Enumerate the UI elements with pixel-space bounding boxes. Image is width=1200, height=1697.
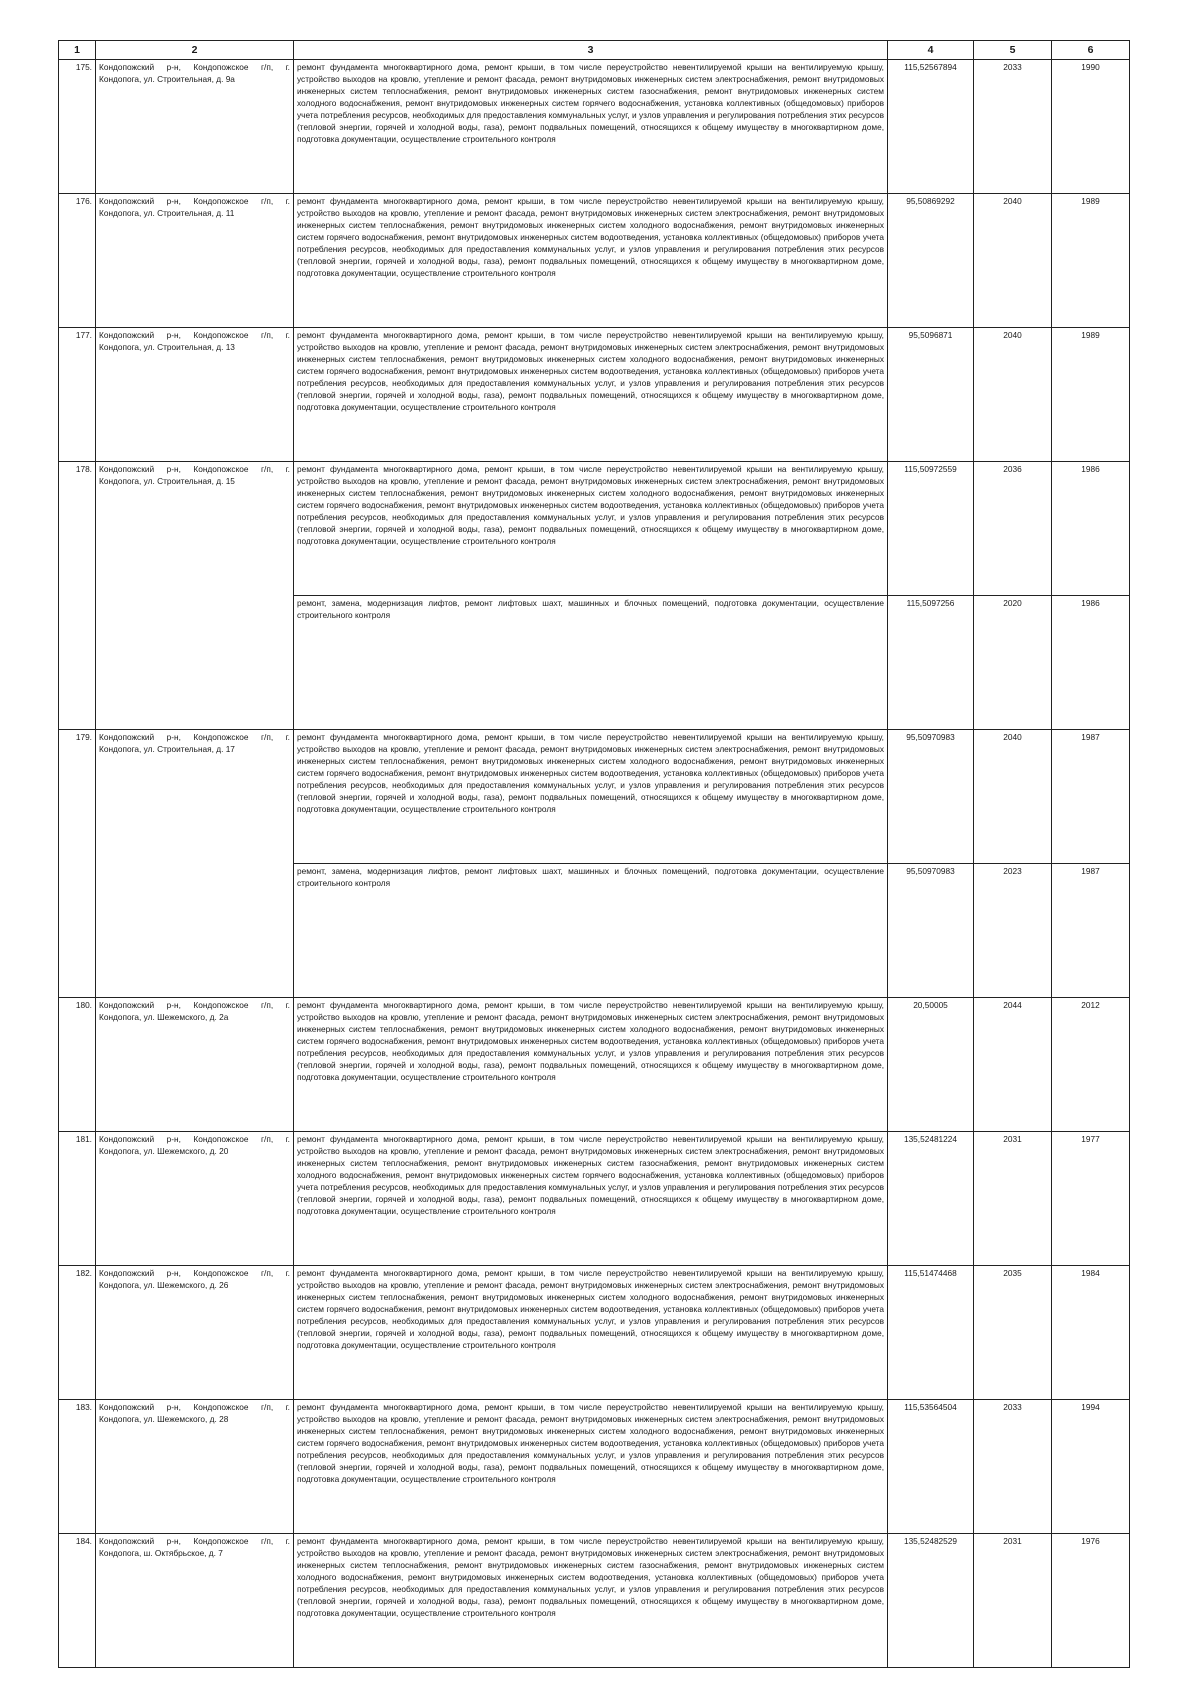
address-cell: Кондопожский р-н, Кондопожское г/п, г. Кондопога, ш. Октябрьское, д. 7 <box>96 1534 294 1668</box>
address-cell: Кондопожский р-н, Кондопожское г/п, г. Кондопога, ул. Шежемского, д. 2а <box>96 998 294 1132</box>
row-number: 175. <box>59 60 96 194</box>
cost-value: 115,53564504 <box>888 1400 974 1534</box>
construction-year: 1986 <box>1052 462 1130 596</box>
cost-value: 95,50869292 <box>888 194 974 328</box>
planned-year: 2031 <box>974 1534 1052 1668</box>
planned-year: 2035 <box>974 1266 1052 1400</box>
table-row <box>59 1266 1130 1400</box>
cost-value: 20,50005 <box>888 998 974 1132</box>
column-header-6: 6 <box>1052 41 1130 60</box>
planned-year: 2033 <box>974 1400 1052 1534</box>
row-number: 180. <box>59 998 96 1132</box>
works-description: ремонт фундамента многоквартирного дома, ремонт крыши, в том числе переустройство невентилируемой крыши на вентилируемую крышу, устройство выходов на кровлю, утепление и ремонт фасада, ремонт внутридомовых инженерных систем электроснабжения, ремонт внутридомовых инженерных систем теплоснабжения, ремонт внутридомовых инженерных систем газоснабжения, ремонт внутридомовых инженерных систем холодного водоснабжения, ремонт внутридомовых инженерных систем горячего водоснабжения, установка коллективных (общедомовых) приборов учета потребления ресурсов, необходимых для предоставления коммунальных услуг, и узлов управления и регулирования потребления этих ресурсов (тепловой энергии, горячей и холодной воды, газа), ремонт подвальных помещений, относящихся к общему имуществу в многоквартирном доме, подготовка документации, осуществление строительного контроля <box>294 1132 888 1266</box>
address-cell: Кондопожский р-н, Кондопожское г/п, г. Кондопога, ул. Шежемского, д. 28 <box>96 1400 294 1534</box>
works-description: ремонт фундамента многоквартирного дома, ремонт крыши, в том числе переустройство невентилируемой крыши на вентилируемую крышу, устройство выходов на кровлю, утепление и ремонт фасада, ремонт внутридомовых инженерных систем электроснабжения, ремонт внутридомовых инженерных систем теплоснабжения, ремонт внутридомовых инженерных систем холодного водоснабжения, ремонт внутридомовых инженерных систем горячего водоснабжения, ремонт внутридомовых инженерных систем водоотведения, установка коллективных (общедомовых) приборов учета потребления ресурсов, необходимых для предоставления коммунальных услуг, и узлов управления и регулирования потребления этих ресурсов (тепловой энергии, горячей и холодной воды, газа), ремонт подвальных помещений, относящихся к общему имуществу в многоквартирном доме, подготовка документации, осуществление строительного контроля <box>294 730 888 864</box>
row-number: 181. <box>59 1132 96 1266</box>
table-row <box>59 1132 1130 1266</box>
construction-year: 1987 <box>1052 730 1130 864</box>
table-row <box>59 1534 1130 1668</box>
planned-year: 2040 <box>974 328 1052 462</box>
works-description: ремонт фундамента многоквартирного дома, ремонт крыши, в том числе переустройство невентилируемой крыши на вентилируемую крышу, устройство выходов на кровлю, утепление и ремонт фасада, ремонт внутридомовых инженерных систем электроснабжения, ремонт внутридомовых инженерных систем теплоснабжения, ремонт внутридомовых инженерных систем газоснабжения, ремонт внутридомовых инженерных систем холодного водоснабжения, ремонт внутридомовых инженерных систем горячего водоснабжения, установка коллективных (общедомовых) приборов учета потребления ресурсов, необходимых для предоставления коммунальных услуг, и узлов управления и регулирования потребления этих ресурсов (тепловой энергии, горячей и холодной воды, газа), ремонт подвальных помещений, относящихся к общему имуществу в многоквартирном доме, подготовка документации, осуществление строительного контроля <box>294 60 888 194</box>
table-row <box>59 1400 1130 1534</box>
table-row <box>59 730 1130 864</box>
address-cell: Кондопожский р-н, Кондопожское г/п, г. Кондопога, ул. Строительная, д. 13 <box>96 328 294 462</box>
works-description: ремонт фундамента многоквартирного дома, ремонт крыши, в том числе переустройство невентилируемой крыши на вентилируемую крышу, устройство выходов на кровлю, утепление и ремонт фасада, ремонт внутридомовых инженерных систем электроснабжения, ремонт внутридомовых инженерных систем теплоснабжения, ремонт внутридомовых инженерных систем холодного водоснабжения, ремонт внутридомовых инженерных систем горячего водоснабжения, ремонт внутридомовых инженерных систем водоотведения, установка коллективных (общедомовых) приборов учета потребления ресурсов, необходимых для предоставления коммунальных услуг, и узлов управления и регулирования потребления этих ресурсов (тепловой энергии, горячей и холодной воды, газа), ремонт подвальных помещений, относящихся к общему имуществу в многоквартирном доме, подготовка документации, осуществление строительного контроля <box>294 462 888 596</box>
cost-value: 95,5096871 <box>888 328 974 462</box>
works-description: ремонт фундамента многоквартирного дома, ремонт крыши, в том числе переустройство невентилируемой крыши на вентилируемую крышу, устройство выходов на кровлю, утепление и ремонт фасада, ремонт внутридомовых инженерных систем электроснабжения, ремонт внутридомовых инженерных систем теплоснабжения, ремонт внутридомовых инженерных систем холодного водоснабжения, ремонт внутридомовых инженерных систем горячего водоснабжения, ремонт внутридомовых инженерных систем водоотведения, установка коллективных (общедомовых) приборов учета потребления ресурсов, необходимых для предоставления коммунальных услуг, и узлов управления и регулирования потребления этих ресурсов (тепловой энергии, горячей и холодной воды, газа), ремонт подвальных помещений, относящихся к общему имуществу в многоквартирном доме, подготовка документации, осуществление строительного контроля <box>294 194 888 328</box>
construction-year: 1987 <box>1052 864 1130 998</box>
works-description: ремонт, замена, модернизация лифтов, ремонт лифтовых шахт, машинных и блочных помещений, подготовка документации, осуществление строительного контроля <box>294 596 888 730</box>
row-number: 184. <box>59 1534 96 1668</box>
planned-year: 2040 <box>974 194 1052 328</box>
column-header-5: 5 <box>974 41 1052 60</box>
construction-year: 1986 <box>1052 596 1130 730</box>
cost-value: 115,52567894 <box>888 60 974 194</box>
planned-year: 2033 <box>974 60 1052 194</box>
column-header-1: 1 <box>59 41 96 60</box>
construction-year: 2012 <box>1052 998 1130 1132</box>
planned-year: 2036 <box>974 462 1052 596</box>
row-number: 177. <box>59 328 96 462</box>
table-row <box>59 194 1130 328</box>
row-number: 178. <box>59 462 96 730</box>
cost-value: 135,52482529 <box>888 1534 974 1668</box>
cost-value: 115,50972559 <box>888 462 974 596</box>
construction-year: 1989 <box>1052 194 1130 328</box>
planned-year: 2023 <box>974 864 1052 998</box>
planned-year: 2020 <box>974 596 1052 730</box>
planned-year: 2040 <box>974 730 1052 864</box>
row-number: 182. <box>59 1266 96 1400</box>
works-description: ремонт, замена, модернизация лифтов, ремонт лифтовых шахт, машинных и блочных помещений, подготовка документации, осуществление строительного контроля <box>294 864 888 998</box>
works-description: ремонт фундамента многоквартирного дома, ремонт крыши, в том числе переустройство невентилируемой крыши на вентилируемую крышу, устройство выходов на кровлю, утепление и ремонт фасада, ремонт внутридомовых инженерных систем электроснабжения, ремонт внутридомовых инженерных систем теплоснабжения, ремонт внутридомовых инженерных систем газоснабжения, ремонт внутридомовых инженерных систем холодного водоснабжения, ремонт внутридомовых инженерных систем водоотведения, установка коллективных (общедомовых) приборов учета потребления ресурсов, необходимых для предоставления коммунальных услуг, и узлов управления и регулирования потребления этих ресурсов (тепловой энергии, горячей и холодной воды, газа), ремонт подвальных помещений, относящихся к общему имуществу в многоквартирном доме, подготовка документации, осуществление строительного контроля <box>294 1534 888 1668</box>
column-header-2: 2 <box>96 41 294 60</box>
construction-year: 1990 <box>1052 60 1130 194</box>
row-number: 183. <box>59 1400 96 1534</box>
table-row <box>59 60 1130 194</box>
cost-value: 115,5097256 <box>888 596 974 730</box>
cost-value: 135,52481224 <box>888 1132 974 1266</box>
table-row <box>59 462 1130 596</box>
row-number: 179. <box>59 730 96 998</box>
address-cell: Кондопожский р-н, Кондопожское г/п, г. Кондопога, ул. Шежемского, д. 26 <box>96 1266 294 1400</box>
column-header-4: 4 <box>888 41 974 60</box>
works-description: ремонт фундамента многоквартирного дома, ремонт крыши, в том числе переустройство невентилируемой крыши на вентилируемую крышу, устройство выходов на кровлю, утепление и ремонт фасада, ремонт внутридомовых инженерных систем электроснабжения, ремонт внутридомовых инженерных систем теплоснабжения, ремонт внутридомовых инженерных систем холодного водоснабжения, ремонт внутридомовых инженерных систем горячего водоснабжения, ремонт внутридомовых инженерных систем водоотведения, установка коллективных (общедомовых) приборов учета потребления ресурсов, необходимых для предоставления коммунальных услуг, и узлов управления и регулирования потребления этих ресурсов (тепловой энергии, горячей и холодной воды, газа), ремонт подвальных помещений, относящихся к общему имуществу в многоквартирном доме, подготовка документации, осуществление строительного контроля <box>294 1266 888 1400</box>
works-description: ремонт фундамента многоквартирного дома, ремонт крыши, в том числе переустройство невентилируемой крыши на вентилируемую крышу, устройство выходов на кровлю, утепление и ремонт фасада, ремонт внутридомовых инженерных систем электроснабжения, ремонт внутридомовых инженерных систем теплоснабжения, ремонт внутридомовых инженерных систем холодного водоснабжения, ремонт внутридомовых инженерных систем горячего водоснабжения, ремонт внутридомовых инженерных систем водоотведения, установка коллективных (общедомовых) приборов учета потребления ресурсов, необходимых для предоставления коммунальных услуг, и узлов управления и регулирования потребления этих ресурсов (тепловой энергии, горячей и холодной воды, газа), ремонт подвальных помещений, относящихся к общему имуществу в многоквартирном доме, подготовка документации, осуществление строительного контроля <box>294 1400 888 1534</box>
column-header-3: 3 <box>294 41 888 60</box>
construction-year: 1977 <box>1052 1132 1130 1266</box>
cost-value: 115,51474468 <box>888 1266 974 1400</box>
construction-year: 1984 <box>1052 1266 1130 1400</box>
address-cell: Кондопожский р-н, Кондопожское г/п, г. Кондопога, ул. Строительная, д. 15 <box>96 462 294 730</box>
works-description: ремонт фундамента многоквартирного дома, ремонт крыши, в том числе переустройство невентилируемой крыши на вентилируемую крышу, устройство выходов на кровлю, утепление и ремонт фасада, ремонт внутридомовых инженерных систем электроснабжения, ремонт внутридомовых инженерных систем теплоснабжения, ремонт внутридомовых инженерных систем холодного водоснабжения, ремонт внутридомовых инженерных систем горячего водоснабжения, ремонт внутридомовых инженерных систем водоотведения, установка коллективных (общедомовых) приборов учета потребления ресурсов, необходимых для предоставления коммунальных услуг, и узлов управления и регулирования потребления этих ресурсов (тепловой энергии, горячей и холодной воды, газа), ремонт подвальных помещений, относящихся к общему имуществу в многоквартирном доме, подготовка документации, осуществление строительного контроля <box>294 998 888 1132</box>
address-cell: Кондопожский р-н, Кондопожское г/п, г. Кондопога, ул. Строительная, д. 11 <box>96 194 294 328</box>
construction-year: 1989 <box>1052 328 1130 462</box>
planned-year: 2031 <box>974 1132 1052 1266</box>
planned-year: 2044 <box>974 998 1052 1132</box>
table-row <box>59 328 1130 462</box>
address-cell: Кондопожский р-н, Кондопожское г/п, г. Кондопога, ул. Шежемского, д. 20 <box>96 1132 294 1266</box>
cost-value: 95,50970983 <box>888 864 974 998</box>
row-number: 176. <box>59 194 96 328</box>
table-row <box>59 998 1130 1132</box>
table-body <box>59 60 1130 1668</box>
construction-year: 1976 <box>1052 1534 1130 1668</box>
header-row <box>59 41 1130 60</box>
cost-value: 95,50970983 <box>888 730 974 864</box>
address-cell: Кондопожский р-н, Кондопожское г/п, г. Кондопога, ул. Строительная, д. 9а <box>96 60 294 194</box>
address-cell: Кондопожский р-н, Кондопожское г/п, г. Кондопога, ул. Строительная, д. 17 <box>96 730 294 998</box>
capital-repair-table <box>58 40 1130 1668</box>
construction-year: 1994 <box>1052 1400 1130 1534</box>
works-description: ремонт фундамента многоквартирного дома, ремонт крыши, в том числе переустройство невентилируемой крыши на вентилируемую крышу, устройство выходов на кровлю, утепление и ремонт фасада, ремонт внутридомовых инженерных систем электроснабжения, ремонт внутридомовых инженерных систем теплоснабжения, ремонт внутридомовых инженерных систем холодного водоснабжения, ремонт внутридомовых инженерных систем горячего водоснабжения, ремонт внутридомовых инженерных систем водоотведения, установка коллективных (общедомовых) приборов учета потребления ресурсов, необходимых для предоставления коммунальных услуг, и узлов управления и регулирования потребления этих ресурсов (тепловой энергии, горячей и холодной воды, газа), ремонт подвальных помещений, относящихся к общему имуществу в многоквартирном доме, подготовка документации, осуществление строительного контроля <box>294 328 888 462</box>
